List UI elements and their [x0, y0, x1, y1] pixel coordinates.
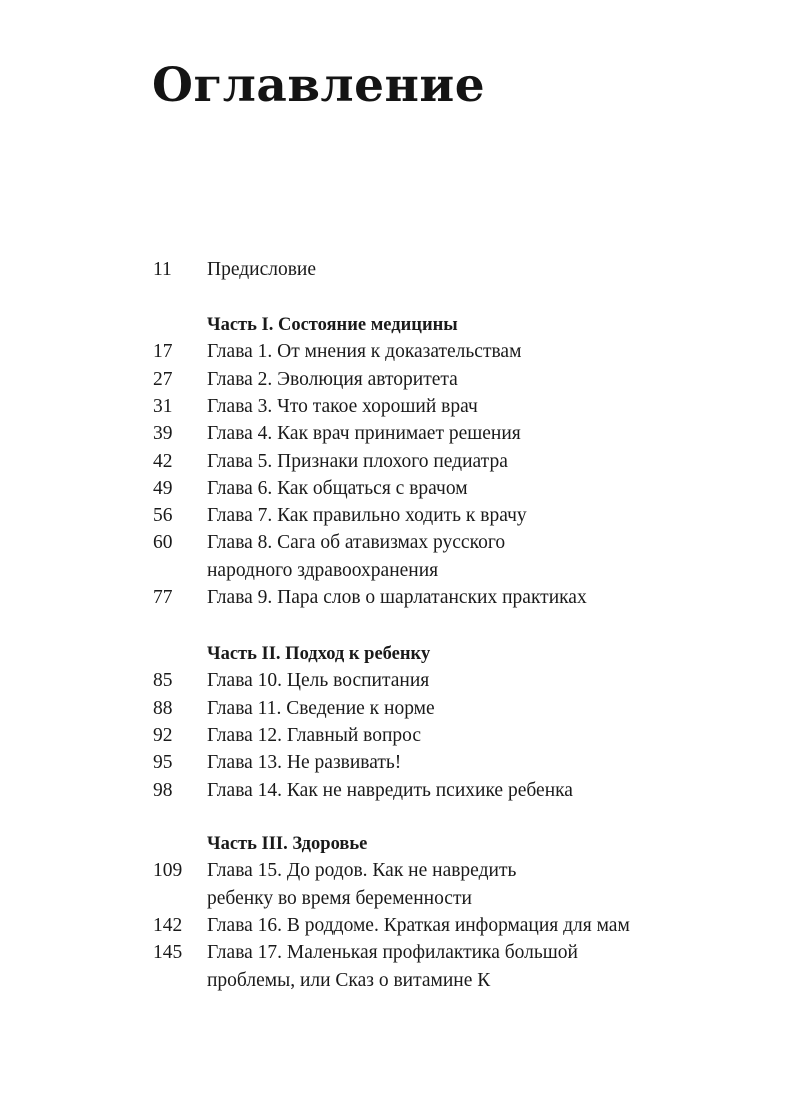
toc-entry — [0, 939, 800, 967]
part-heading — [0, 311, 800, 339]
page-number: 95 — [153, 752, 173, 774]
toc-entry-continuation — [0, 557, 800, 585]
chapter-title: Глава 2. Эволюция авторитета — [207, 368, 458, 390]
toc-entry — [0, 475, 800, 503]
toc-entry — [0, 584, 800, 612]
page-number: 85 — [153, 670, 173, 692]
page-number: 92 — [153, 724, 173, 746]
chapter-title: Глава 3. Что такое хороший врач — [207, 395, 478, 417]
page-number: 56 — [153, 505, 173, 527]
page-number: 60 — [153, 532, 173, 554]
toc-entry — [0, 667, 800, 695]
toc-entry — [0, 448, 800, 476]
page-number: 49 — [153, 477, 173, 499]
page-number: 109 — [153, 860, 183, 882]
toc-entry — [0, 777, 800, 805]
chapter-title: Глава 15. До родов. Как не навредить — [207, 860, 517, 882]
chapter-title: Глава 10. Цель воспитания — [207, 670, 430, 692]
toc-entry — [0, 502, 800, 530]
chapter-title: Глава 7. Как правильно ходить к врачу — [207, 505, 527, 527]
toc-entry — [0, 695, 800, 723]
toc-entry — [0, 338, 800, 366]
chapter-title: Глава 17. Маленькая профилактика большой — [207, 942, 578, 964]
part-title: Часть III. Здоровье — [207, 834, 368, 854]
toc-entry — [0, 529, 800, 557]
page-number: 77 — [153, 587, 173, 608]
toc-entry — [0, 912, 800, 940]
chapter-title: Глава 14. Как не навредить психике ребенка — [207, 779, 573, 801]
page-number: 142 — [153, 914, 183, 936]
toc-entry — [0, 420, 800, 448]
toc-entry-preface — [0, 256, 800, 284]
page-number: 31 — [153, 395, 173, 417]
chapter-title: Глава 1. От мнения к доказательствам — [207, 341, 522, 363]
part-title: Часть I. Состояние медицины — [207, 315, 458, 335]
toc-entry-continuation — [0, 885, 800, 913]
chapter-title: Глава 11. Сведение к норме — [207, 697, 435, 719]
chapter-title-continued: ребенку во время беременности — [207, 887, 472, 909]
chapter-title-continued: проблемы, или Сказ о витамине К — [207, 969, 491, 991]
part-heading — [0, 830, 800, 858]
page-number: 98 — [153, 779, 173, 801]
part-title: Часть II. Подход к ребенку — [207, 644, 431, 664]
chapter-title: Глава 6. Как общаться с врачом — [207, 477, 468, 499]
page-number: 88 — [153, 697, 173, 719]
toc-entry — [0, 749, 800, 777]
page-number: 42 — [153, 450, 173, 472]
chapter-title: Глава 16. В роддоме. Краткая информация для мам — [207, 914, 630, 936]
page-number: 145 — [153, 942, 183, 964]
toc-entry-continuation — [0, 967, 800, 995]
page-number: 11 — [153, 259, 172, 280]
chapter-title: Глава 5. Признаки плохого педиатра — [207, 450, 508, 472]
chapter-title: Глава 12. Главный вопрос — [207, 724, 422, 746]
chapter-title: Глава 13. Не развивать! — [207, 752, 402, 774]
chapter-title: Глава 8. Сага об атавизмах русского — [207, 532, 506, 554]
page-number: 27 — [153, 368, 173, 390]
entry-title: Предисловие — [207, 259, 317, 280]
chapter-title: Глава 4. Как врач принимает решения — [207, 423, 521, 445]
part-heading — [0, 640, 800, 668]
toc-entry — [0, 722, 800, 750]
page-number: 39 — [153, 423, 173, 445]
toc-entry — [0, 857, 800, 885]
toc-entry — [0, 393, 800, 421]
page-title: Оглавление — [152, 58, 486, 113]
chapter-title: Глава 9. Пара слов о шарлатанских практиках — [207, 587, 587, 608]
toc-entry — [0, 366, 800, 394]
page-number: 17 — [153, 341, 173, 363]
chapter-title-continued: народного здравоохранения — [207, 559, 439, 581]
